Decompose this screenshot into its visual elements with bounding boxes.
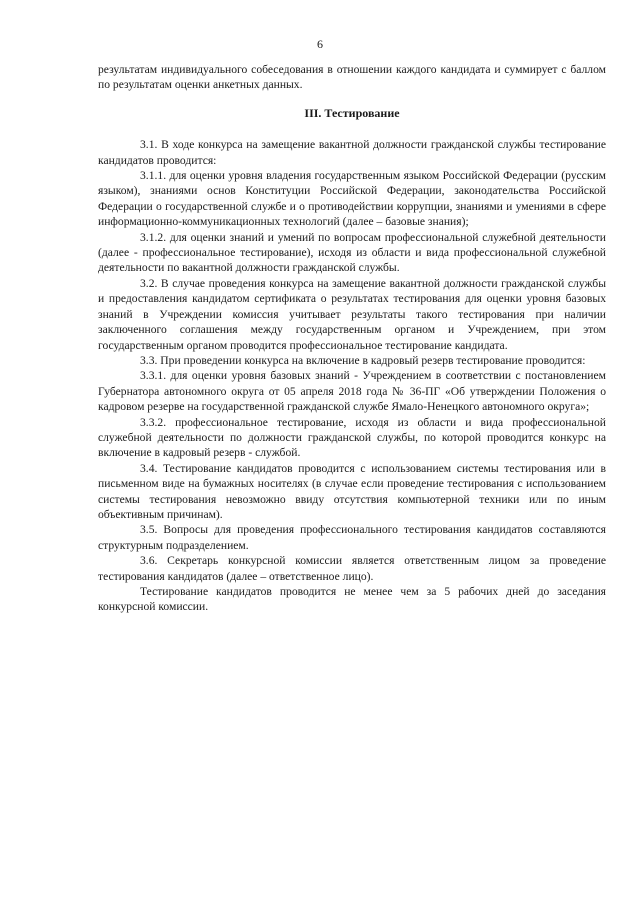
paragraph-3-1-2: 3.1.2. для оценки знаний и умений по вопросам профессиональной служебной деятельности (далее - профессиональное тестирование), исходя из области и вида профессиональной служебной деятельности по вакантной должности гражданской службы. [98, 230, 606, 275]
paragraph-3-5: 3.5. Вопросы для проведения профессионального тестирования кандидатов составляются структурным подразделением. [98, 523, 606, 552]
section-heading: III. Тестирование [304, 105, 400, 120]
paragraph-3-3: 3.3. При проведении конкурса на включение в кадровый резерв тестирование проводится: [140, 353, 586, 367]
paragraph-3-2: 3.2. В случае проведения конкурса на замещение вакантной должности гражданской службы и предоставления кандидатом сертификата о результатах тестирования для оценки уровня базовых знаний в Учреждении комиссия учитывает результаты такого тестирования при наличии заключенного соглашения между государственным органом и Учреждением, при этом государственным органом проводится профессиональное тестирование кандидата. [98, 276, 606, 352]
intro-paragraph: результатам индивидуального собеседования в отношении каждого кандидата и суммирует с баллом по результатам оценки анкетных данных. [98, 63, 606, 92]
document-body [98, 62, 606, 615]
paragraph-3-6: 3.6. Секретарь конкурсной комиссии является ответственным лицом за проведение тестирования кандидатов (далее – ответственное лицо). [98, 554, 606, 583]
paragraph-3-4: 3.4. Тестирование кандидатов проводится с использованием системы тестирования или в письменном виде на бумажных носителях (в случае если проведение тестирования с использованием системы тестирования невозможно ввиду отсутствия компьютерной техники или по иным объективным причинам). [98, 461, 606, 521]
paragraph-3-1: 3.1. В ходе конкурса на замещение вакантной должности гражданской службы тестирование кандидатов проводится: [98, 138, 606, 167]
paragraph-testing-deadline: Тестирование кандидатов проводится не менее чем за 5 рабочих дней до заседания конкурсной комиссии. [98, 585, 606, 614]
page-number: 6 [317, 37, 323, 51]
paragraph-3-1-1: 3.1.1. для оценки уровня владения государственным языком Российской Федерации (русским языком), знаниями основ Конституции Российской Федерации, законодательства Российской Федерации о государственной службе и о противодействии коррупции, знаниями и умениями в сфере информационно-коммуникационных технологий (далее – базовые знания); [98, 169, 606, 229]
paragraph-3-3-2: 3.3.2. профессиональное тестирование, исходя из области и вида профессиональной служебной деятельности по должности гражданской службы, по которой проводится конкурс на включение в кадровый резерв - службой. [98, 415, 606, 460]
paragraph-3-3-1: 3.3.1. для оценки уровня базовых знаний - Учреждением в соответствии с постановлением Губернатора автономного округа от 05 апреля 2018 года № 36-ПГ «Об утверждении Положения о кадровом резерве на государственной гражданской службе Ямало-Ненецкого автономного округа»; [98, 369, 606, 414]
